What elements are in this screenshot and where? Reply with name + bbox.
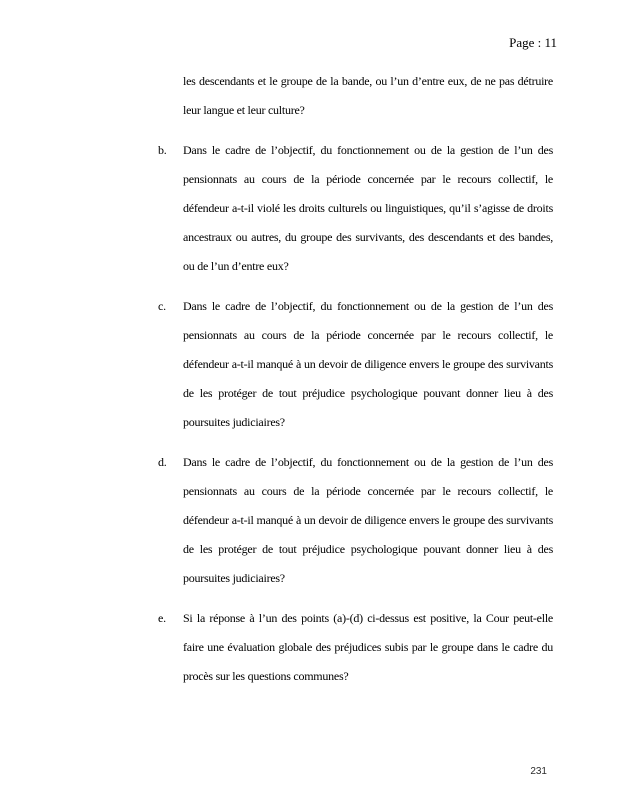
list-item-c (158, 292, 553, 437)
list-item-b-text: Dans le cadre de l’objectif, du fonctionnement ou de la gestion de l’un des pensionnats au cours de la période concernée par le recours collectif, le défendeur a-t-il violé les droits culturels ou linguistiques, qu’il s’agisse de droits ancestraux ou autres, du groupe des survivants, des descendants et des bandes, ou de l’un d’entre eux? (183, 143, 553, 273)
document-body (158, 67, 553, 702)
list-marker-c: c. (158, 299, 166, 313)
list-marker-d: d. (158, 455, 167, 469)
list-item-e (158, 604, 553, 691)
list-marker-e: e. (158, 611, 166, 625)
list-marker-b: b. (158, 143, 167, 157)
list-item-e-text: Si la réponse à l’un des points (a)-(d) ci-dessus est positive, la Cour peut-elle faire une évaluation globale des préjudices subis par le groupe dans le cadre du procès sur les questions communes? (183, 611, 553, 683)
paragraph-continuation: les descendants et le groupe de la bande, ou l’un d’entre eux, de ne pas détruire leur langue et leur culture? (183, 74, 553, 117)
list-item-c-text: Dans le cadre de l’objectif, du fonctionnement ou de la gestion de l’un des pensionnats au cours de la période concernée par le recours collectif, le défendeur a-t-il manqué à un devoir de diligence envers le groupe des survivants de les protéger de tout préjudice psychologique pouvant donner lieu à des poursuites judiciaires? (183, 299, 553, 429)
list-item-d (158, 448, 553, 593)
list-item-d-text: Dans le cadre de l’objectif, du fonctionnement ou de la gestion de l’un des pensionnats au cours de la période concernée par le recours collectif, le défendeur a-t-il manqué à un devoir de diligence envers le groupe des survivants de les protéger de tout préjudice psychologique pouvant donner lieu à des poursuites judiciaires? (183, 455, 553, 585)
footer-page-number: 231 (530, 766, 547, 777)
page-header-number: Page : 11 (509, 35, 557, 50)
list-item-b (158, 136, 553, 281)
